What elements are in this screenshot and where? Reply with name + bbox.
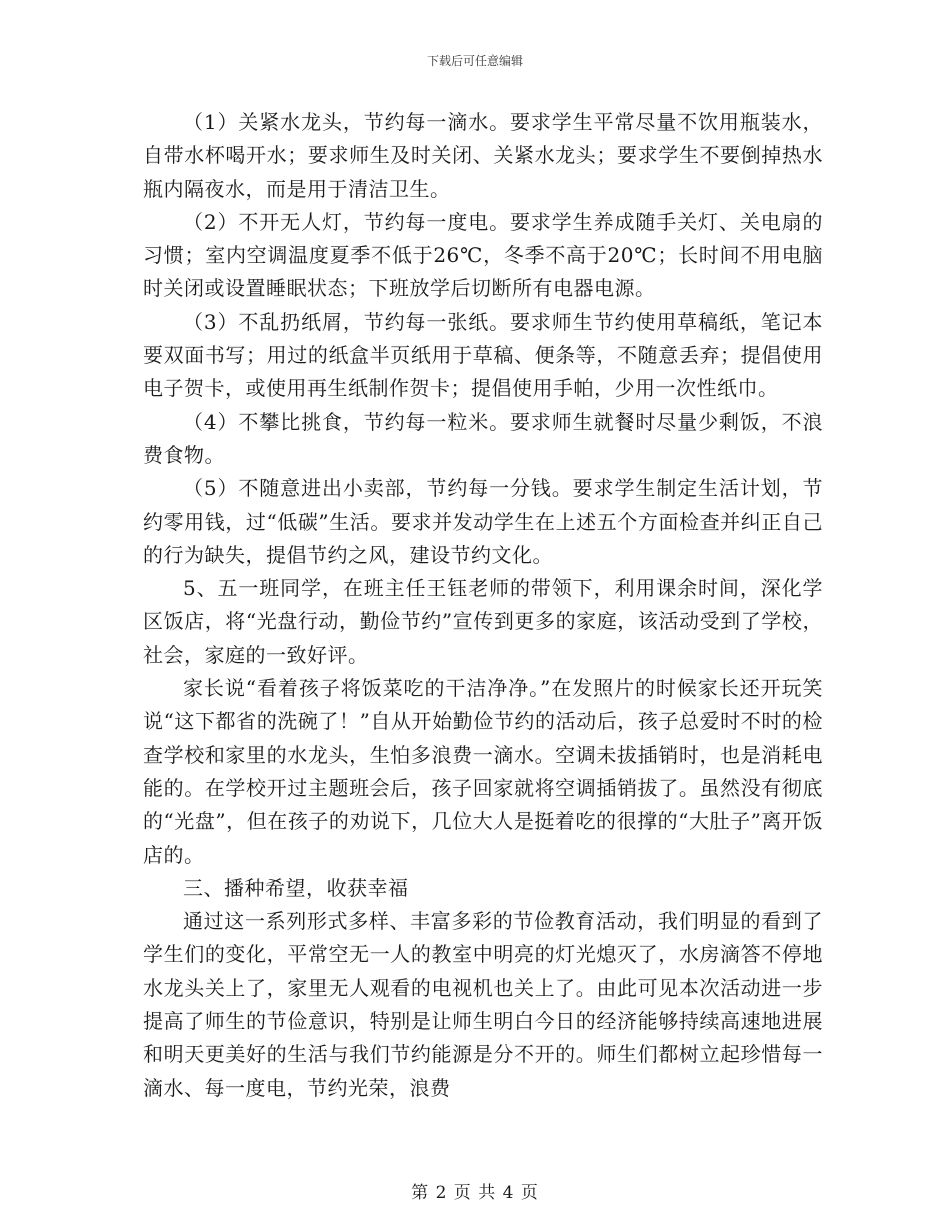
paragraph-parent-feedback: 家长说“看着孩子将饭菜吃的干洁净净。”在发照片的时候家长还开玩笑说“这下都省的洗碗了！”自从开始勤俭节约的活动后，孩子总爱时不时的检查学校和家里的水龙头，生怕多浪费一滴水。空调未拔插销时，也是消耗电能的。在学校开过主题班会后，孩子回家就将空调插销拔了。虽然没有彻底的“光盘”，但在孩子的劝说下，几位大人是挺着吃的很撑的“大肚子”离开饭店的。 bbox=[143, 676, 823, 867]
page-header: 下载后可任意编辑 bbox=[426, 54, 523, 68]
paragraph-food: （4）不攀比挑食，节约每一粒米。要求师生就餐时尽量少剩饭，不浪费食物。 bbox=[143, 409, 823, 467]
paragraph-water: （1）关紧水龙头，节约每一滴水。要求学生平常尽量不饮用瓶装水，自带水杯喝开水；要求师生及时关闭、关紧水龙头；要求学生不要倒掉热水瓶内隔夜水，而是用于清洁卫生。 bbox=[143, 110, 823, 201]
paragraph-summary: 通过这一系列形式多样、丰富多彩的节俭教育活动，我们明显的看到了学生们的变化，平常空无一人的教室中明亮的灯光熄灭了，水房滴答不停地水龙头关上了，家里无人观看的电视机也关上了。由此可见本次活动进一步提高了师生的节俭意识，特别是让师生明白今日的经济能够持续高速地进展和明天更美好的生活与我们节约能源是分不开的。师生们都树立起珍惜每一滴水、每一度电，节约光荣，浪费 bbox=[143, 909, 823, 1100]
paragraph-class-activity: 5、五一班同学，在班主任王钰老师的带领下，利用课余时间，深化学区饭店，将“光盘行动，勤俭节约”宣传到更多的家庭，该活动受到了学校，社会，家庭的一致好评。 bbox=[143, 576, 823, 667]
paragraph-money: （5）不随意进出小卖部，节约每一分钱。要求学生制定生活计划，节约零用钱，过“低碳”生活。要求并发动学生在上述五个方面检查并纠正自己的行为缺失，提倡节约之风，建设节约文化。 bbox=[143, 476, 823, 567]
paragraph-electricity: （2）不开无人灯，节约每一度电。要求学生养成随手关灯、关电扇的习惯；室内空调温度夏季不低于26℃，冬季不高于20℃；长时间不用电脑时关闭或设置睡眠状态；下班放学后切断所有电器电源。 bbox=[143, 209, 823, 301]
document-body bbox=[143, 106, 823, 1105]
page-number: 第 2 页 共 4 页 bbox=[411, 1183, 539, 1203]
section-heading: 三、播种希望，收获幸福 bbox=[183, 875, 409, 900]
paragraph-paper: （3）不乱扔纸屑，节约每一张纸。要求师生节约使用草稿纸，笔记本要双面书写；用过的纸盒半页纸用于草稿、便条等，不随意丢弃；提倡使用电子贺卡，或使用再生纸制作贺卡；提倡使用手帕，少用一次性纸巾。 bbox=[143, 309, 823, 401]
